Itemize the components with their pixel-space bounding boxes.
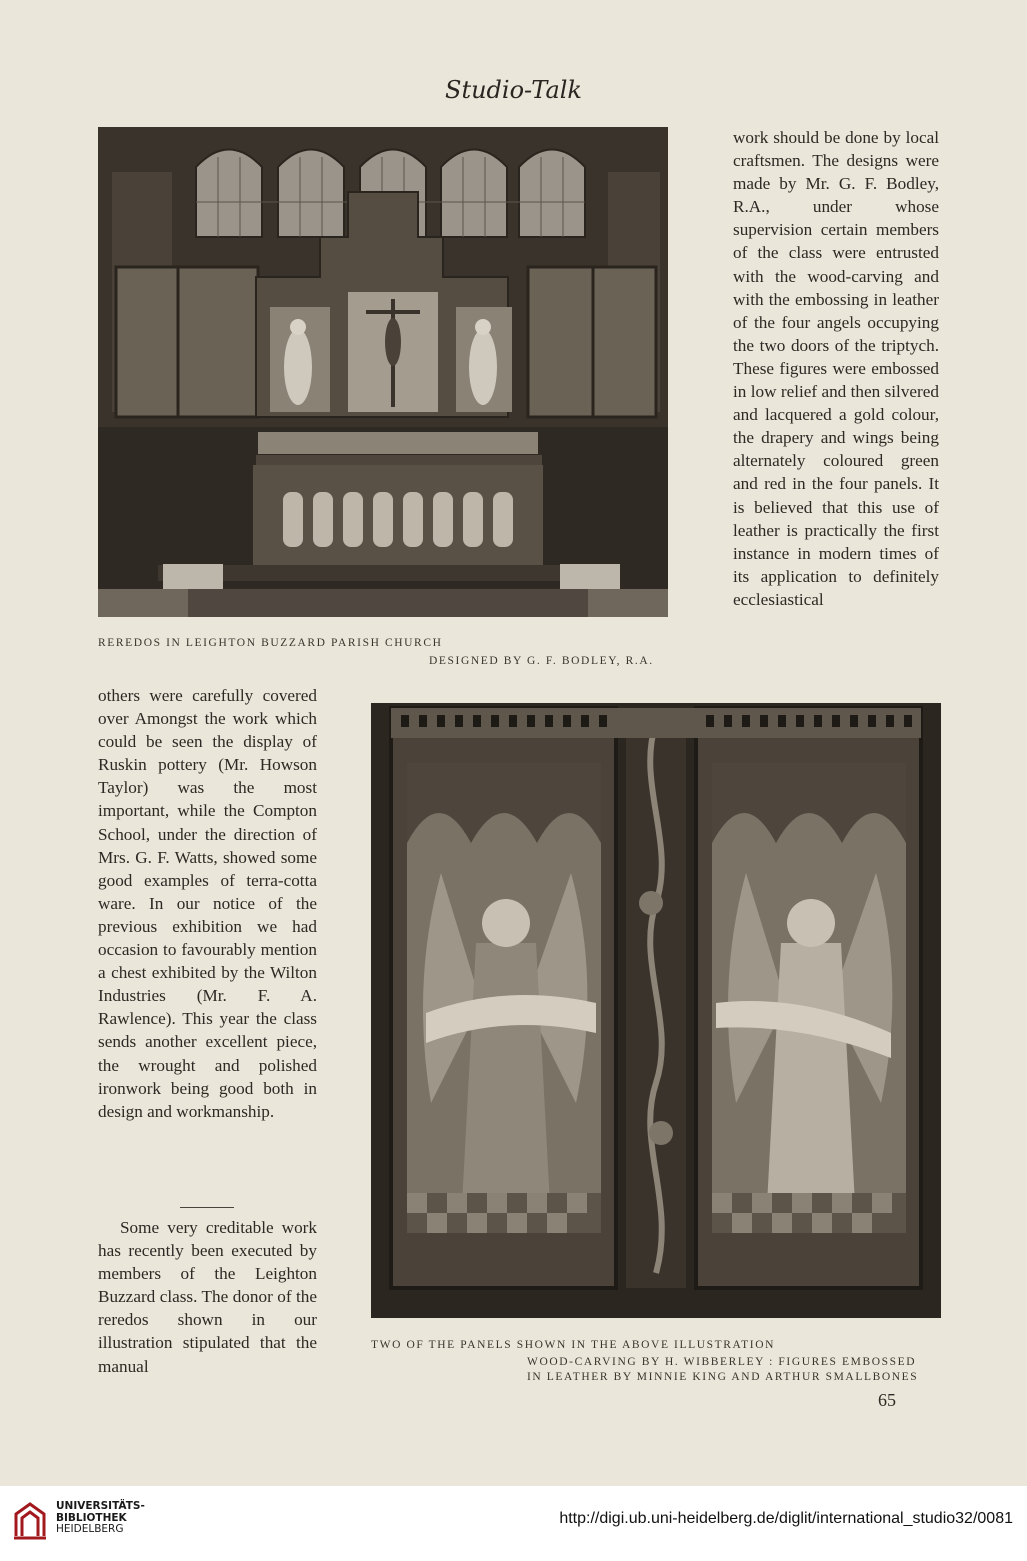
- library-logo-icon: [12, 1500, 48, 1540]
- library-footer: [0, 1486, 1027, 1561]
- panels-caption-line2: WOOD-CARVING BY H. WIBBERLEY : FIGURES EMBOSSED: [527, 1356, 917, 1368]
- panels-photo: [371, 703, 941, 1318]
- page-number: 65: [878, 1390, 896, 1410]
- library-name-line3: HEIDELBERG: [56, 1523, 124, 1535]
- running-title: Studio-Talk: [445, 76, 582, 104]
- right-column-text: [733, 126, 939, 611]
- left-column-text: [98, 684, 317, 1123]
- panels-caption-line3: IN LEATHER BY MINNIE KING AND ARTHUR SMALLBONES: [527, 1371, 919, 1383]
- source-url-link[interactable]: http://digi.ub.uni-heidelberg.de/diglit/international_studio32/0081: [559, 1510, 1013, 1527]
- section-divider: [180, 1207, 234, 1208]
- reredos-photo: [98, 127, 668, 617]
- left-column-text-2: [98, 1216, 317, 1378]
- library-name-line2: BIBLIOTHEK: [56, 1511, 127, 1524]
- right-column-paragraph: work should be done by local craftsmen. The designs were made by Mr. G. F. Bodley, R.A., under whose supervision certain members of the class were entrusted with the wood-carving and with the embossing in leather of the four angels occupying the two doors of the triptych. These figures were embossed in low relief and then silvered and lacquered a gold colour, the drapery and wings being alternately coloured green and red in the four panels. It is believed that this use of leather is practically the first instance in modern times of its application to definitely ecclesiastical: [733, 128, 939, 609]
- library-name-line1: UNIVERSITÄTS-: [56, 1500, 145, 1512]
- library-name: [56, 1501, 145, 1536]
- reredos-caption-line2: DESIGNED BY G. F. BODLEY, R.A.: [429, 655, 654, 667]
- panels-caption-line1: TWO OF THE PANELS SHOWN IN THE ABOVE ILLUSTRATION: [371, 1339, 776, 1351]
- left-column-paragraph-2: Some very creditable work has recently been executed by members of the Leighton Buzzard class. The donor of the reredos shown in our illustration stipulated that the manual: [98, 1218, 317, 1376]
- left-column-paragraph-1: others were carefully covered over Amongst the work which could be seen the display of Ruskin pottery (Mr. Howson Taylor) was the most important, while the Compton School, under the direction of Mrs. G. F. Watts, showed some good examples of terra-cotta ware. In our notice of the previous exhibition we had occasion to favourably mention a chest exhibited by the Wilton Industries (Mr. F. A. Rawlence). This year the class sends another excellent piece, the wrought and polished ironwork being good both in design and workmanship.: [98, 686, 317, 1121]
- reredos-caption-line1: REREDOS IN LEIGHTON BUZZARD PARISH CHURCH: [98, 637, 443, 649]
